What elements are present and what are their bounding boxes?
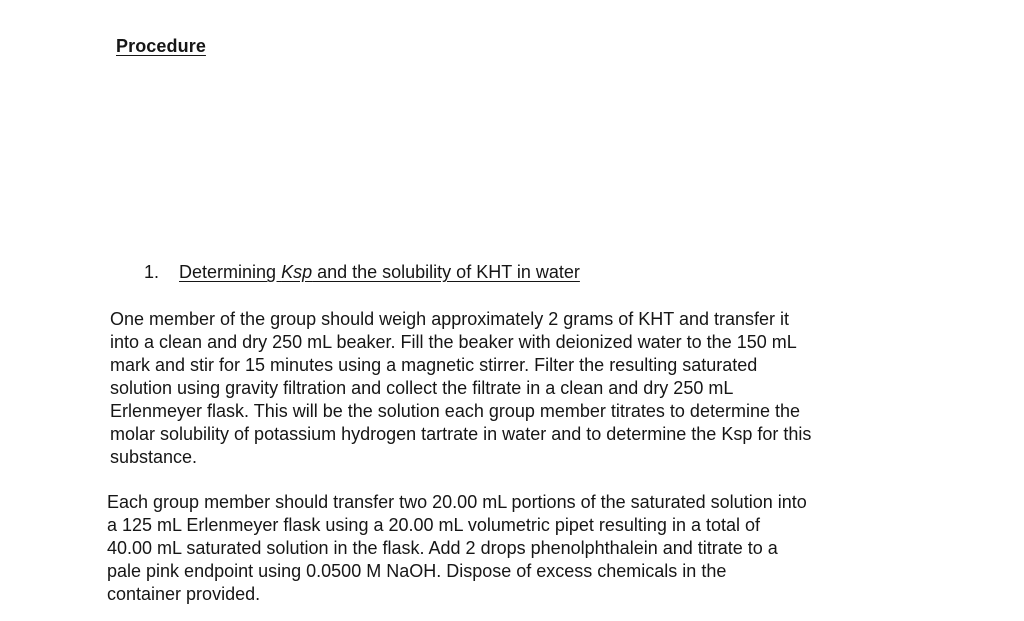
paragraph-line: into a clean and dry 250 mL beaker. Fill the beaker with deionized water to the 150 mL bbox=[110, 332, 797, 352]
paragraph-line: One member of the group should weigh approximately 2 grams of KHT and transfer it bbox=[110, 309, 790, 329]
paragraph-line: solution using gravity filtration and collect the filtrate in a clean and dry 250 mL bbox=[110, 378, 734, 398]
paragraph-line: mark and stir for 15 minutes using a magnetic stirrer. Filter the resulting saturated bbox=[110, 355, 758, 375]
paragraph-titration bbox=[107, 491, 807, 606]
paragraph-line: pale pink endpoint using 0.0500 M NaOH. Dispose of excess chemicals in the bbox=[107, 561, 727, 581]
step-title bbox=[179, 262, 580, 282]
paragraph-line: 40.00 mL saturated solution in the flask. Add 2 drops phenolphthalein and titrate to a bbox=[107, 538, 778, 558]
step-number: 1. bbox=[144, 262, 160, 282]
step-heading bbox=[144, 262, 580, 283]
step-title-italic: Ksp bbox=[281, 262, 313, 282]
paragraph-line: Each group member should transfer two 20.00 mL portions of the saturated solution into bbox=[107, 492, 807, 512]
paragraph-line: a 125 mL Erlenmeyer flask using a 20.00 mL volumetric pipet resulting in a total of bbox=[107, 515, 761, 535]
step-title-pre: Determining bbox=[179, 262, 282, 282]
paragraph-preparation bbox=[110, 308, 811, 469]
paragraph-line: container provided. bbox=[107, 584, 261, 604]
step-title-post: and the solubility of KHT in water bbox=[312, 262, 580, 282]
section-heading: Procedure bbox=[116, 36, 206, 56]
paragraph-line: Erlenmeyer flask. This will be the solution each group member titrates to determine the bbox=[110, 401, 800, 421]
paragraph-line: substance. bbox=[110, 447, 198, 467]
paragraph-line: molar solubility of potassium hydrogen tartrate in water and to determine the Ksp for this bbox=[110, 424, 812, 444]
